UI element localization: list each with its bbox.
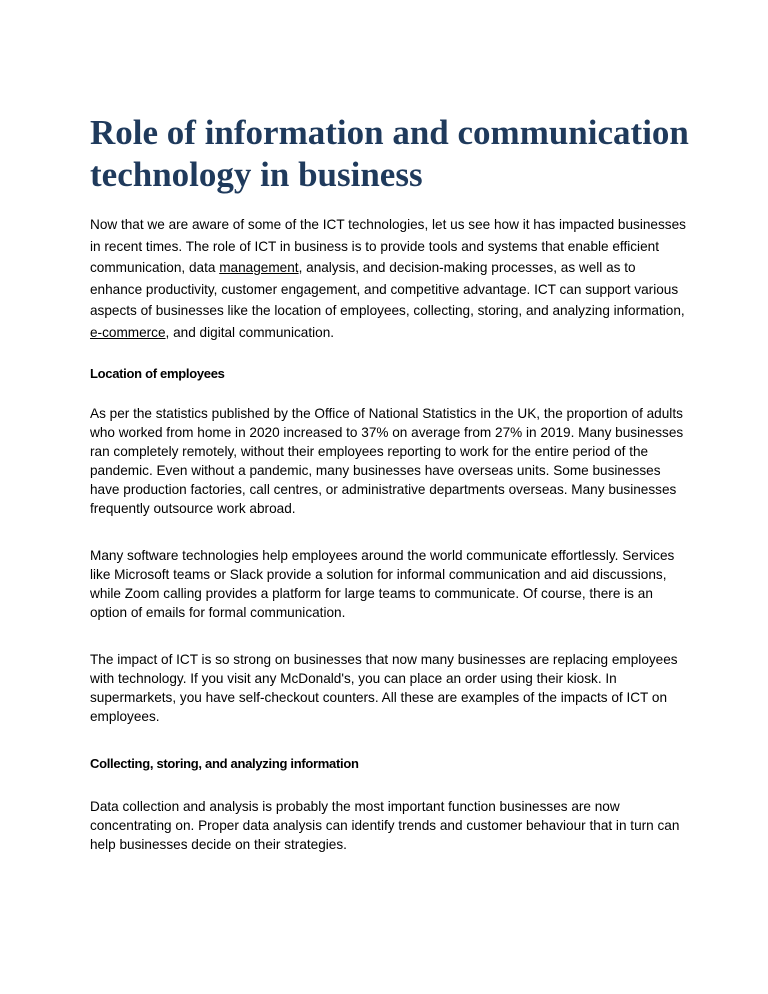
intro-paragraph [90, 214, 690, 343]
document-page [90, 112, 690, 854]
section-heading-information: Collecting, storing, and analyzing information [90, 756, 359, 771]
intro-text-3: , and digital communication. [165, 324, 335, 340]
paragraph-location-3: The impact of ICT is so strong on businesses that now many businesses are replacing employees with technology. If you visit any McDonald's, you can place an order using their kiosk. In supermarkets, you have self-checkout counters. All these are examples of the impacts of ICT on employees. [90, 652, 678, 724]
paragraph-location-1: As per the statistics published by the Office of National Statistics in the UK, the proportion of adults who worked from home in 2020 increased to 37% on average from 27% in 2019. Many businesses ran completely remotely, without their employees reporting to work for the entire period of the pandemic. Even without a pandemic, many businesses have overseas units. Some businesses have production factories, call centres, or administrative departments overseas. Many businesses frequently outsource work abroad. [90, 406, 684, 516]
management-link[interactable]: management [219, 260, 299, 275]
paragraph-location-2: Many software technologies help employees around the world communicate effortlessly. Services like Microsoft teams or Slack provide a solution for informal communication and aid discussions, while Zoom calling provides a platform for large teams to communicate. Of course, there is an option of emails for formal communication. [90, 548, 675, 620]
page-title: Role of information and communication technology in business [90, 113, 689, 194]
e-commerce-link[interactable]: e-commerce [90, 324, 166, 340]
intro-text-2: , analysis, and decision-making processes, as well as to enhance productivity, customer engagement, and competitive advantage. ICT can support various aspects of businesses like the location of employees, collecting, storing, and analyzing information, [90, 260, 685, 318]
section-heading-location: Location of employees [90, 366, 225, 381]
intro-text-1: Now that we are aware of some of the ICT technologies, let us see how it has impacted businesses in recent times. The role of ICT in business is to provide tools and systems that enable efficient communication, data [90, 217, 686, 275]
paragraph-information-1: Data collection and analysis is probably the most important function businesses are now concentrating on. Proper data analysis can identify trends and customer behaviour that in turn can help businesses decide on their strategies. [90, 799, 680, 852]
